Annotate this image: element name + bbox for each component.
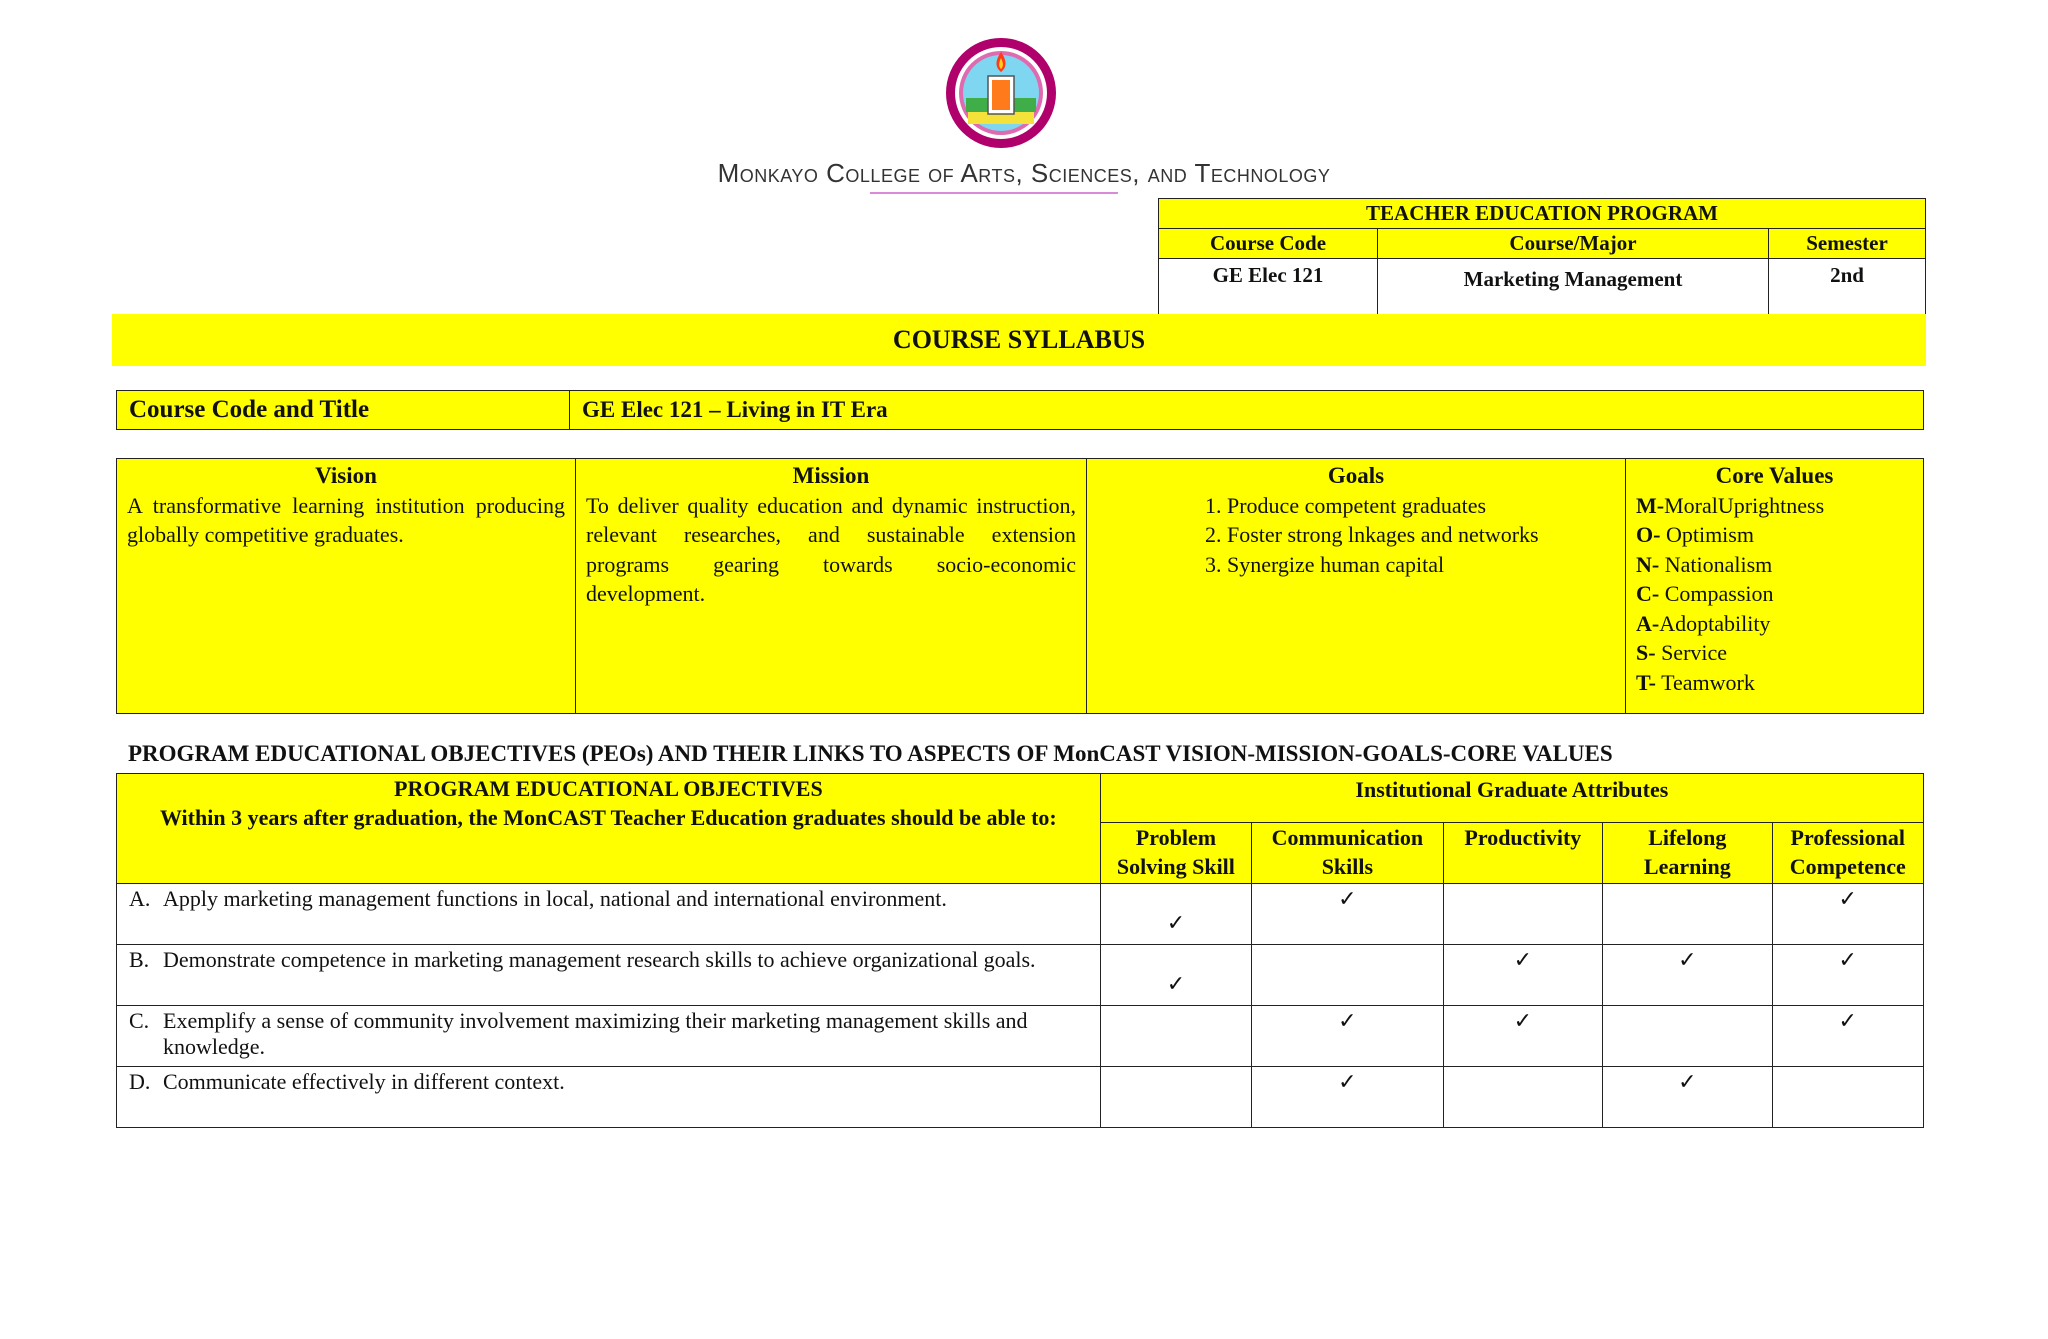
course-code-value: GE Elec 121 bbox=[1159, 259, 1378, 316]
college-name-underline bbox=[870, 192, 1118, 194]
core-value-text: MoralUprightness bbox=[1664, 492, 1825, 518]
program-title: TEACHER EDUCATION PROGRAM bbox=[1159, 199, 1926, 229]
peo-objective-letter: A. bbox=[129, 886, 151, 911]
attribute-check-cell bbox=[1252, 945, 1444, 1006]
peo-row bbox=[117, 945, 1924, 1006]
check-mark-icon: ✓ bbox=[1338, 1008, 1357, 1033]
attribute-check-cell bbox=[1772, 945, 1923, 1006]
attribute-check-cell bbox=[1772, 1067, 1923, 1128]
check-mark-icon: ✓ bbox=[1678, 947, 1697, 972]
core-value-letter: N- bbox=[1636, 551, 1660, 577]
attribute-check-cell bbox=[1772, 1006, 1923, 1067]
peo-objective-letter: C. bbox=[129, 1008, 150, 1033]
attribute-check-cell bbox=[1603, 1067, 1772, 1128]
peo-objective-text: Communicate effectively in different context. bbox=[163, 1069, 565, 1094]
check-mark-icon: ✓ bbox=[1338, 1069, 1357, 1094]
core-value-item bbox=[1636, 520, 1913, 550]
core-value-letter: A- bbox=[1636, 610, 1660, 636]
core-value-letter: O- bbox=[1636, 522, 1661, 547]
attribute-check-cell bbox=[1443, 1067, 1602, 1128]
check-mark-icon: ✓ bbox=[1166, 910, 1186, 935]
attribute-communication: Communication Skills bbox=[1252, 823, 1444, 884]
attribute-check-cell bbox=[1252, 1067, 1444, 1128]
core-values-cell bbox=[1626, 459, 1924, 714]
attribute-lifelong-learning: Lifelong Learning bbox=[1603, 823, 1772, 884]
core-value-item bbox=[1636, 550, 1913, 580]
attribute-check-cell bbox=[1100, 884, 1251, 945]
attribute-check-cell bbox=[1252, 884, 1444, 945]
course-code-header: Course Code bbox=[1159, 229, 1378, 259]
objectives-subheader: Within 3 years after graduation, the MonCAST Teacher Education graduates should be able to: bbox=[159, 805, 1057, 830]
peo-objective-cell bbox=[117, 884, 1101, 945]
attribute-productivity: Productivity bbox=[1443, 823, 1602, 884]
objectives-header-cell bbox=[117, 774, 1101, 884]
course-syllabus-title: COURSE SYLLABUS bbox=[892, 325, 1146, 354]
attribute-check-cell bbox=[1443, 884, 1602, 945]
core-value-text: Service bbox=[1655, 640, 1728, 665]
course-code-title-table bbox=[116, 390, 1924, 430]
peo-objective-cell bbox=[117, 1006, 1101, 1067]
check-mark-icon: ✓ bbox=[1838, 947, 1857, 972]
vision-text: A transformative learning institution producing globally competitive graduates. bbox=[127, 492, 565, 547]
course-code-title-label: Course Code and Title bbox=[117, 391, 570, 430]
core-values-list bbox=[1636, 491, 1913, 698]
vision-cell bbox=[117, 459, 576, 714]
peo-section-heading: PROGRAM EDUCATIONAL OBJECTIVES (PEOs) AND THEIR LINKS TO ASPECTS OF MonCAST VISION-MISSION-GOALS-CORE VALUES bbox=[128, 741, 1613, 766]
check-mark-icon: ✓ bbox=[1338, 886, 1357, 911]
core-value-text: Adoptability bbox=[1659, 610, 1771, 636]
attribute-check-cell bbox=[1443, 1006, 1602, 1067]
peo-rows bbox=[117, 884, 1924, 1128]
attribute-check-cell bbox=[1100, 1006, 1251, 1067]
semester-value: 2nd bbox=[1769, 259, 1926, 316]
attribute-check-cell bbox=[1772, 884, 1923, 945]
vision-mission-goals-table bbox=[116, 458, 1924, 714]
core-value-letter: M- bbox=[1636, 492, 1665, 518]
check-mark-icon: ✓ bbox=[1513, 1008, 1533, 1033]
college-logo bbox=[944, 36, 1058, 150]
mission-text: To deliver quality education and dynamic instruction, relevant researches, and sustainable extension programs gearing towards socio-economic development. bbox=[586, 492, 1076, 606]
attribute-problem-solving: Problem Solving Skill bbox=[1100, 823, 1251, 884]
peo-objective-cell bbox=[117, 945, 1101, 1006]
core-value-text: Nationalism bbox=[1659, 551, 1773, 577]
goals-title: Goals bbox=[1327, 463, 1385, 488]
core-value-item bbox=[1636, 491, 1913, 521]
core-value-item bbox=[1636, 609, 1913, 639]
attribute-professional-competence: Professional Competence bbox=[1772, 823, 1923, 884]
attribute-check-cell bbox=[1603, 884, 1772, 945]
peo-row bbox=[117, 1067, 1924, 1128]
vision-title: Vision bbox=[315, 463, 377, 488]
college-name: Monkayo College of Arts, Sciences, and Technology bbox=[717, 158, 1331, 188]
check-mark-icon: ✓ bbox=[1166, 971, 1186, 996]
semester-header: Semester bbox=[1769, 229, 1926, 259]
peo-row bbox=[117, 884, 1924, 945]
attribute-check-cell bbox=[1603, 1006, 1772, 1067]
mission-cell bbox=[576, 459, 1087, 714]
peo-table bbox=[116, 773, 1924, 1128]
peo-objective-letter: D. bbox=[129, 1069, 151, 1094]
check-mark-icon: ✓ bbox=[1513, 947, 1533, 972]
peo-objective-letter: B. bbox=[129, 947, 150, 972]
peo-objective-cell bbox=[117, 1067, 1101, 1128]
core-value-letter: C- bbox=[1636, 581, 1660, 606]
attribute-check-cell bbox=[1443, 945, 1602, 1006]
core-value-letter: T- bbox=[1636, 669, 1656, 695]
course-code-title-value: GE Elec 121 – Living in IT Era bbox=[570, 391, 1924, 430]
course-syllabus-banner bbox=[112, 314, 1926, 366]
course-major-value: Marketing Management bbox=[1378, 259, 1769, 316]
check-mark-icon: ✓ bbox=[1838, 886, 1857, 911]
core-values-title: Core Values bbox=[1715, 463, 1834, 488]
check-mark-icon: ✓ bbox=[1678, 1069, 1697, 1094]
goals-list bbox=[1097, 491, 1615, 580]
attributes-header: Institutional Graduate Attributes bbox=[1100, 774, 1923, 823]
objectives-header: PROGRAM EDUCATIONAL OBJECTIVES bbox=[394, 776, 823, 801]
peo-row bbox=[117, 1006, 1924, 1067]
core-value-text: Teamwork bbox=[1655, 669, 1755, 695]
core-value-item bbox=[1636, 579, 1913, 609]
attribute-check-cell bbox=[1100, 945, 1251, 1006]
course-major-header: Course/Major bbox=[1378, 229, 1769, 259]
program-info-table bbox=[1158, 198, 1926, 316]
goal-item: 3. Synergize human capital bbox=[1227, 550, 1615, 580]
goals-cell bbox=[1087, 459, 1626, 714]
check-mark-icon: ✓ bbox=[1838, 1008, 1857, 1033]
peo-objective-text: Demonstrate competence in marketing management research skills to achieve organizational goals. bbox=[163, 947, 1036, 972]
peo-objective-text: Apply marketing management functions in local, national and international environment. bbox=[163, 886, 947, 911]
core-value-item bbox=[1636, 668, 1913, 698]
core-value-letter: S- bbox=[1636, 640, 1656, 665]
attribute-check-cell bbox=[1603, 945, 1772, 1006]
core-value-text: Optimism bbox=[1660, 522, 1754, 547]
attribute-check-cell bbox=[1100, 1067, 1251, 1128]
core-value-item bbox=[1636, 638, 1913, 668]
goal-item: 1. Produce competent graduates bbox=[1227, 491, 1615, 521]
core-value-text: Compassion bbox=[1659, 581, 1774, 606]
goal-item: 2. Foster strong lnkages and networks bbox=[1227, 520, 1615, 550]
mission-title: Mission bbox=[792, 463, 870, 488]
attribute-check-cell bbox=[1252, 1006, 1444, 1067]
peo-objective-text: Exemplify a sense of community involvement maximizing their marketing management skills and knowledge. bbox=[163, 1008, 1028, 1059]
